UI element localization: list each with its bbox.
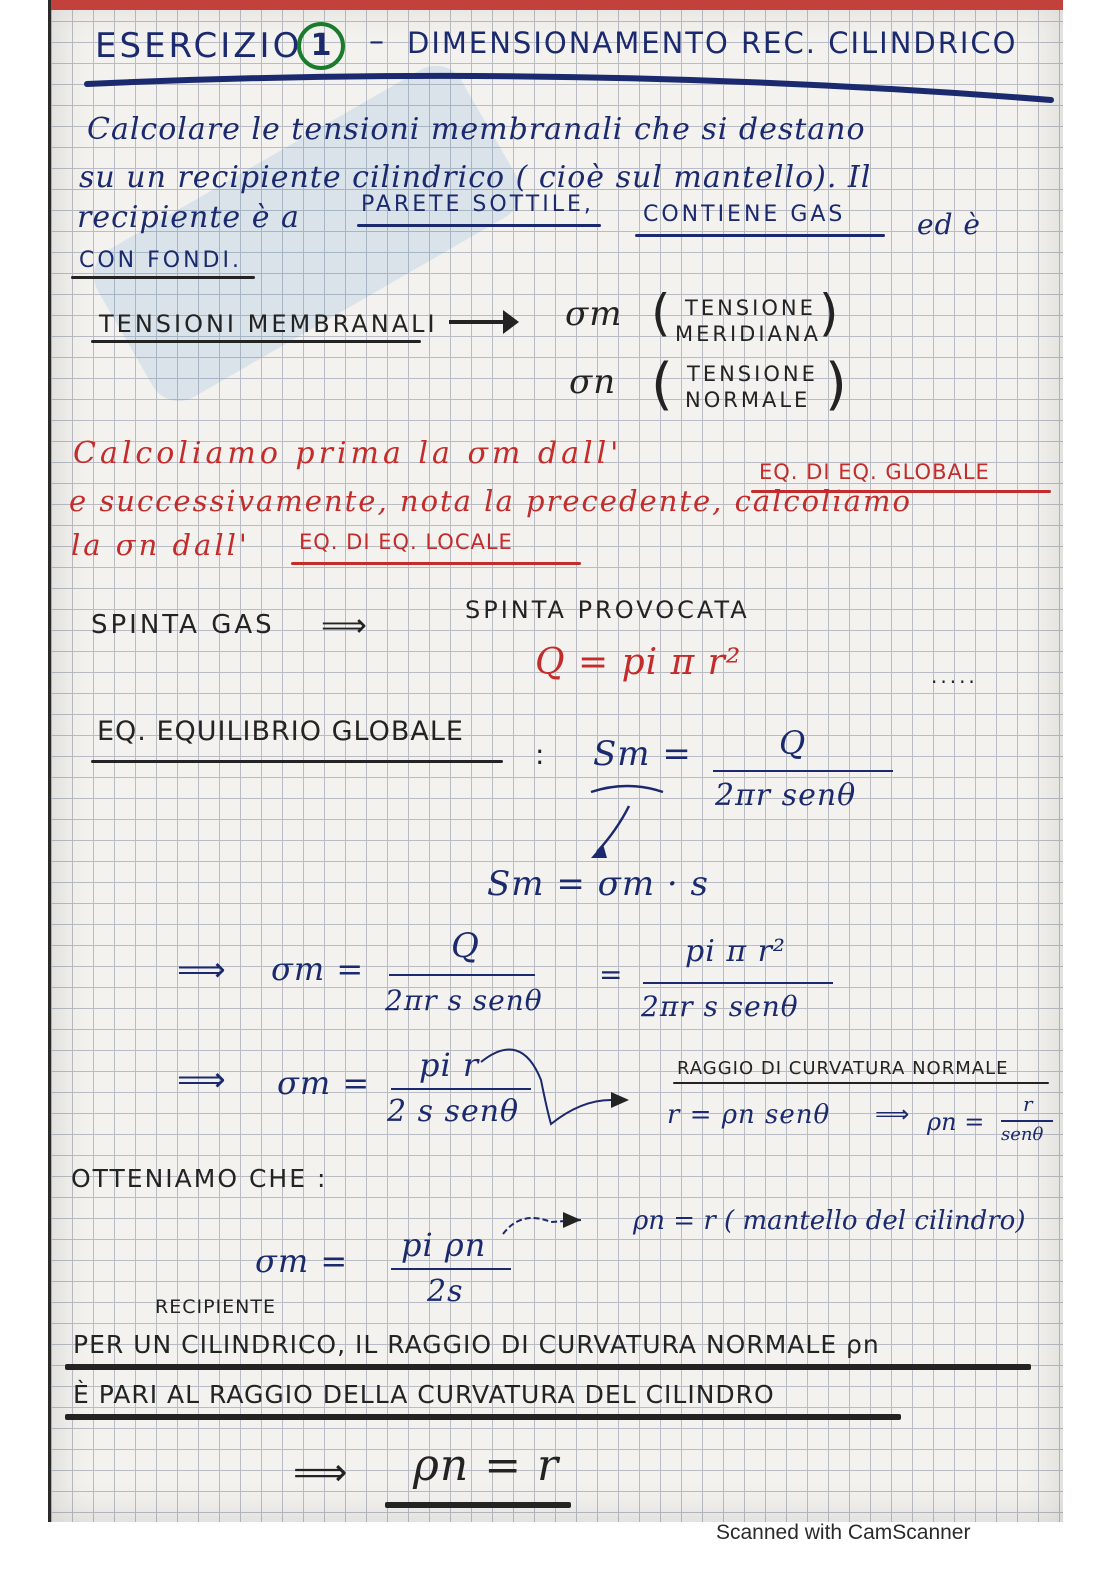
paren-close-2: ) <box>825 352 850 417</box>
deriv1-eq: = <box>599 958 626 991</box>
red-note-line-3a: la σn dall' <box>71 528 250 562</box>
scanner-footer: Scanned with CamScanner <box>716 1521 971 1544</box>
paren-close-1: ) <box>819 284 842 342</box>
deriv1-lhs: σm = <box>271 950 365 988</box>
raggio-eq: r = ρn senθ <box>667 1100 831 1130</box>
conclusione-final: ρn = r <box>413 1440 560 1491</box>
deriv2-arrow-icon: ⟹ <box>177 1060 229 1100</box>
conclusione-line-1: PER UN CILINDRICO, IL RAGGIO DI CURVATURA NORMALE ρn <box>73 1330 880 1359</box>
deriv1-num1: Q <box>451 926 480 966</box>
rho-lhs: ρn = <box>927 1108 985 1136</box>
desc-normale: NORMALE <box>685 388 811 412</box>
spinta-gas-label: SPINTA GAS <box>91 610 275 640</box>
sigma-n-symbol: σn <box>569 362 617 402</box>
underline-conclusione-2 <box>65 1414 901 1420</box>
intro-line-1: Calcolare le tensioni membranali che si destano <box>87 112 866 147</box>
eq-globale-colon: : <box>535 738 548 771</box>
deriv2-den: 2 s senθ <box>387 1094 520 1129</box>
otteniamo-lhs: σm = <box>255 1242 349 1280</box>
intro-line-3d: ed è <box>917 208 981 241</box>
otteniamo-label: OTTENIAMO CHE : <box>71 1164 328 1193</box>
intro-parete-sottile: PARETE SOTTILE, <box>361 192 594 217</box>
paren-open-1: ( <box>651 284 674 342</box>
raggio-implies-icon: ⟹ <box>875 1100 913 1128</box>
conclusione-arrow-icon: ⟹ <box>293 1450 351 1494</box>
raggio-title: RAGGIO DI CURVATURA NORMALE <box>677 1058 1009 1079</box>
title-dash: – <box>369 24 387 59</box>
deriv2-lhs: σm = <box>277 1064 371 1102</box>
intro-contiene-gas: CONTIENE GAS <box>643 202 846 227</box>
otteniamo-num: pi ρn <box>401 1226 487 1264</box>
spinta-provocata-title: SPINTA PROVOCATA <box>465 596 750 624</box>
recipiente-label: RECIPIENTE <box>155 1296 276 1318</box>
rho-den: senθ <box>1001 1124 1044 1145</box>
deriv1-den2: 2πr s senθ <box>641 990 799 1023</box>
sm-num: Q <box>779 724 807 762</box>
intro-line-3a: recipiente è a <box>77 200 300 235</box>
deriv1-num2: pi π r² <box>685 934 786 969</box>
spinta-formula: Q = pi π r² <box>535 642 742 683</box>
otteniamo-den: 2s <box>427 1274 464 1309</box>
spinta-dots: ..... <box>931 664 978 688</box>
deriv1-arrow-icon: ⟹ <box>177 950 229 990</box>
spinta-arrow-icon: ⟹ <box>321 606 370 644</box>
red-note-eq-locale: EQ. DI EQ. LOCALE <box>299 530 513 554</box>
paren-open-2: ( <box>651 352 676 417</box>
deriv1-den1: 2πr s senθ <box>385 984 543 1017</box>
sm-lhs: Sm = <box>593 734 692 774</box>
otteniamo-arrow <box>51 0 1063 1300</box>
conclusione-line-2: È PARI AL RAGGIO DELLA CURVATURA DEL CILINDRO <box>73 1380 775 1409</box>
red-note-eq-globale: EQ. DI EQ. GLOBALE <box>759 460 990 484</box>
sigma-m-symbol: σm <box>565 294 623 334</box>
notebook-page <box>48 0 1063 1522</box>
intro-con-fondi: CON FONDI. <box>79 248 242 273</box>
underline-conclusione-1 <box>65 1364 1031 1370</box>
title-esercizio: ESERCIZIO <box>95 26 303 66</box>
red-note-line-1a: Calcoliamo prima la σm dall' <box>73 436 623 471</box>
desc-meridiana: MERIDIANA <box>675 322 821 346</box>
sm-den: 2πr senθ <box>715 778 857 813</box>
underline-final <box>385 1502 571 1508</box>
rho-num: r <box>1023 1092 1033 1116</box>
otteniamo-note: ρn = r ( mantello del cilindro) <box>633 1206 1026 1236</box>
deriv2-num: pi r <box>419 1046 480 1084</box>
exercise-number: 1 <box>310 28 332 63</box>
eq-globale-label: EQ. EQUILIBRIO GLOBALE <box>97 716 464 747</box>
intro-line-2: su un recipiente cilindrico ( cioè sul mantello). Il <box>79 160 872 195</box>
desc-tensione-1: TENSIONE <box>685 296 816 320</box>
sm-equals-sigma-s: Sm = σm · s <box>487 864 709 904</box>
red-note-line-2: e successivamente, nota la precedente, calcoliamo <box>69 484 912 518</box>
title-text: DIMENSIONAMENTO REC. CILINDRICO <box>407 26 1018 60</box>
desc-tensione-2: TENSIONE <box>687 362 818 386</box>
tensioni-label: TENSIONI MEMBRANALI <box>99 310 438 338</box>
